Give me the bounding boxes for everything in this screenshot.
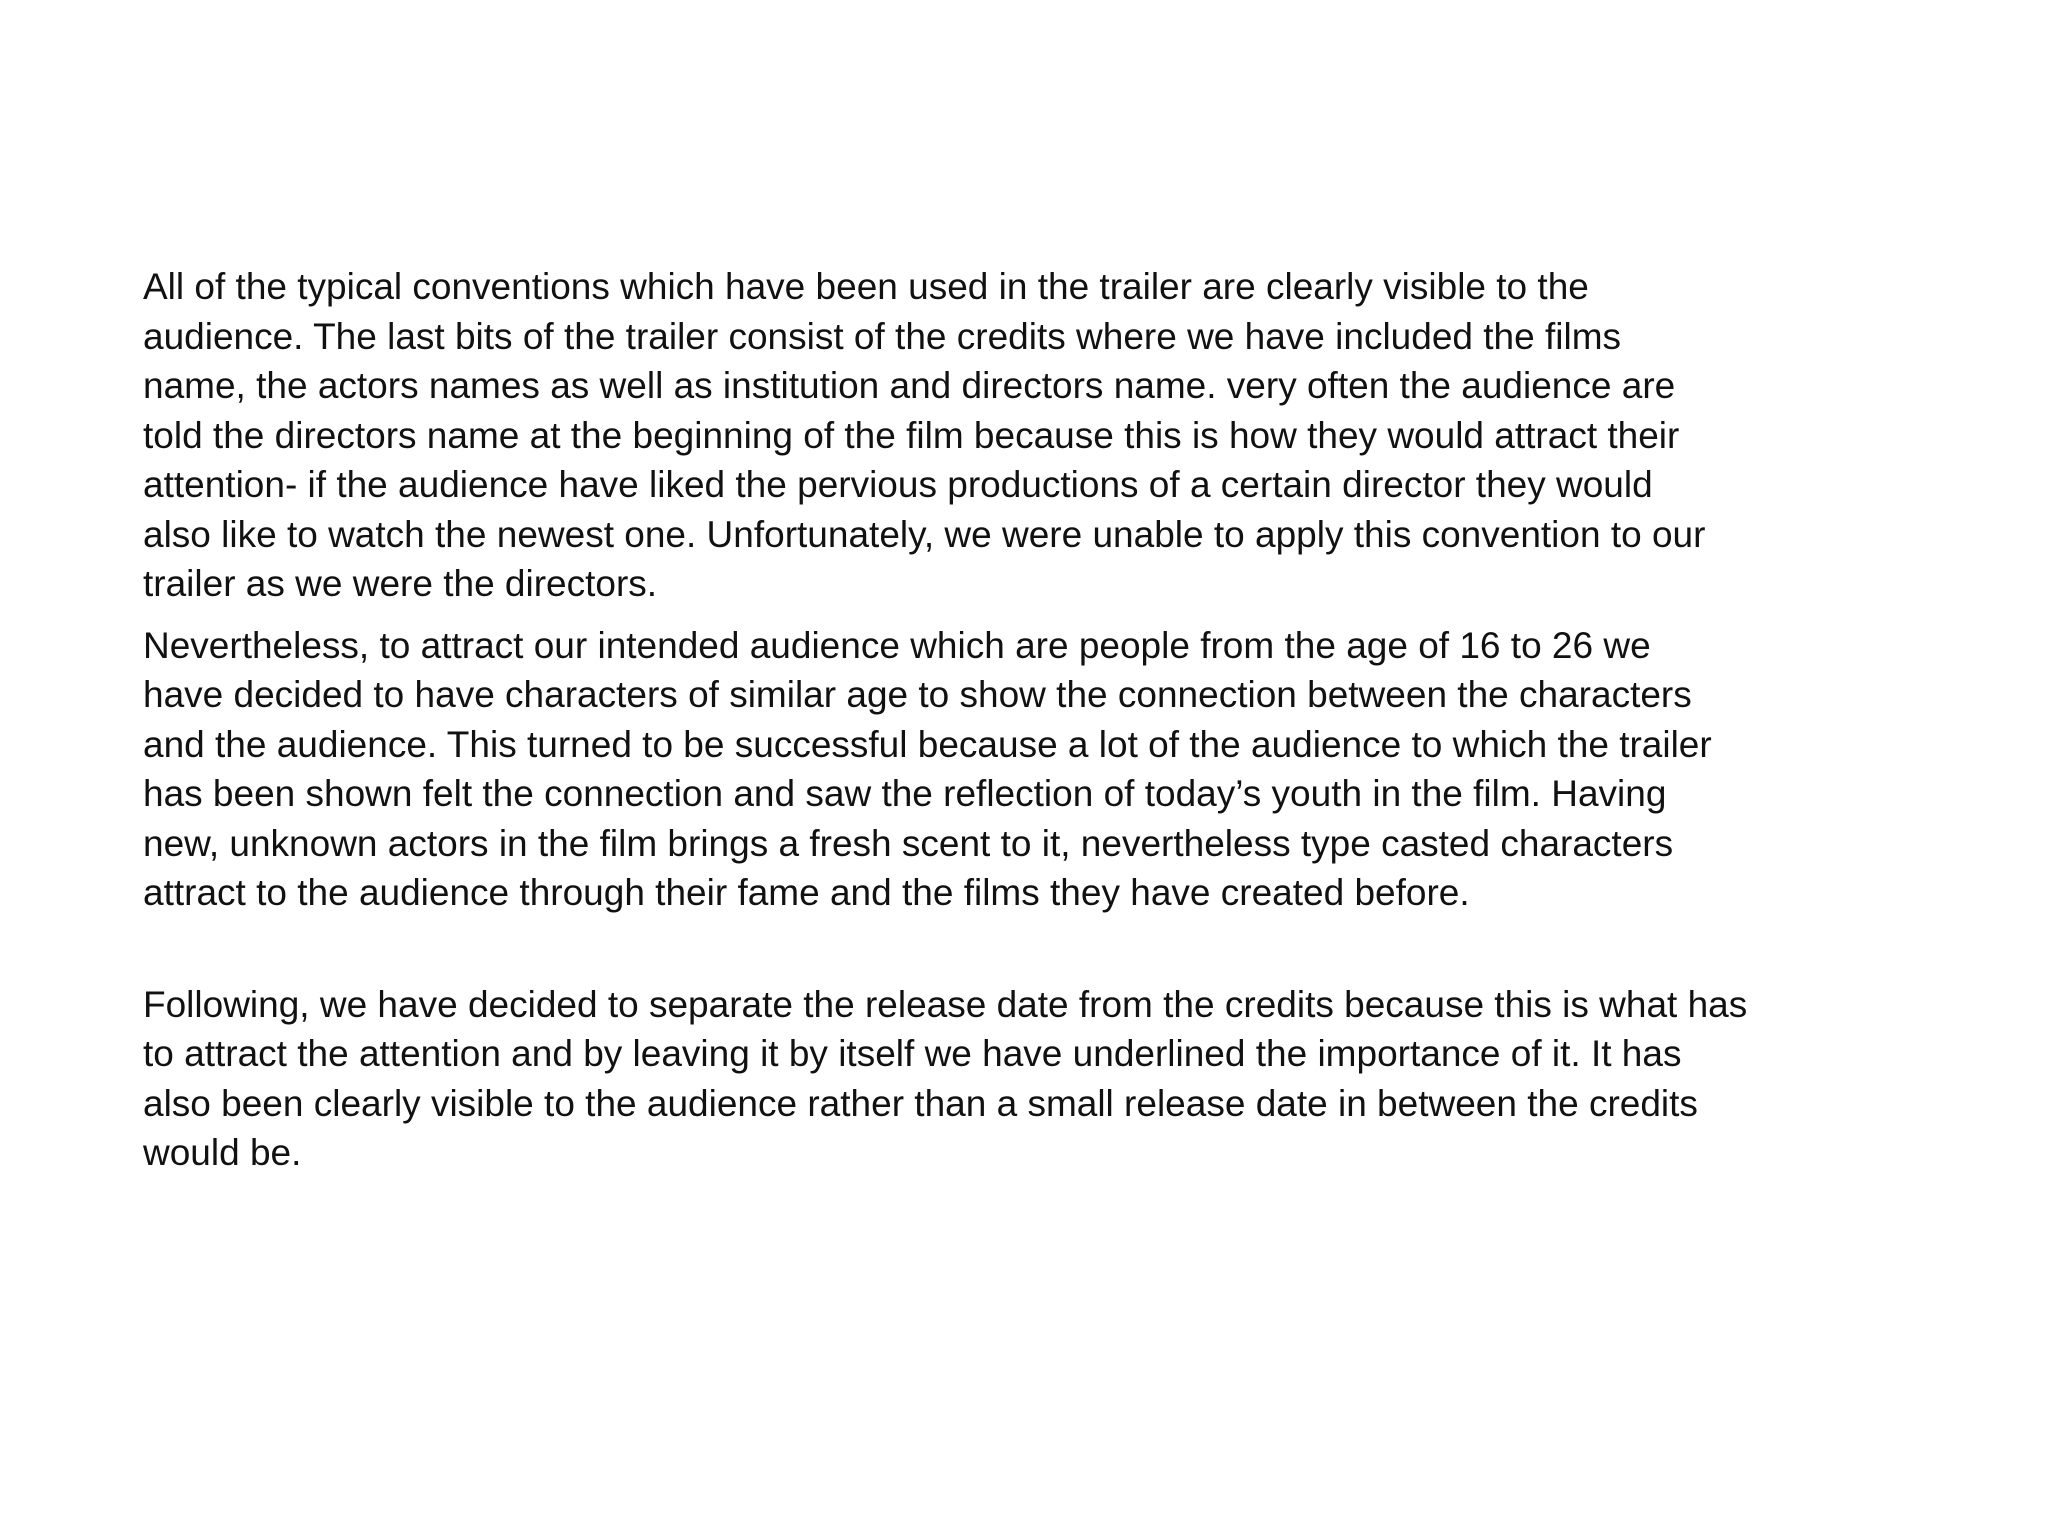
paragraph-audience xyxy=(143,621,1983,918)
paragraph-line: would be. xyxy=(143,1132,302,1173)
paragraph-line: also like to watch the newest one. Unfortunately, we were unable to apply this convention to our xyxy=(143,513,1706,555)
paragraph-release-date xyxy=(143,980,1983,1178)
slide-body-text xyxy=(143,262,1983,1178)
paragraph-line: to attract the attention and by leaving it by itself we have underlined the importance of it. It has xyxy=(143,1033,1682,1074)
paragraph-line: also been clearly visible to the audience rather than a small release date in between the credits xyxy=(143,1082,1698,1124)
paragraph-line: new, unknown actors in the film brings a fresh scent to it, nevertheless type casted characters xyxy=(143,822,1674,864)
paragraph-line: trailer as we were the directors. xyxy=(143,563,658,604)
paragraph-line: All of the typical conventions which have been used in the trailer are clearly visible to the xyxy=(143,266,1589,307)
paragraph-line: has been shown felt the connection and saw the reflection of today’s youth in the film. Having xyxy=(143,773,1667,814)
paragraph-line: Nevertheless, to attract our intended audience which are people from the age of 16 to 26 we xyxy=(143,624,1651,666)
paragraph-line: Following, we have decided to separate the release date from the credits because this is what has xyxy=(143,983,1748,1025)
paragraph-line: name, the actors names as well as institution and directors name. very often the audience are xyxy=(143,365,1676,406)
paragraph-line: audience. The last bits of the trailer consist of the credits where we have included the films xyxy=(143,315,1622,357)
paragraph-line: attract to the audience through their fame and the films they have created before. xyxy=(143,872,1470,913)
paragraph-line: and the audience. This turned to be successful because a lot of the audience to which the trailer xyxy=(143,723,1712,765)
paragraph-line: attention- if the audience have liked the pervious productions of a certain director they would xyxy=(143,464,1653,505)
paragraph-line: have decided to have characters of similar age to show the connection between the characters xyxy=(143,674,1692,715)
paragraph-conventions xyxy=(143,262,1983,609)
paragraph-line: told the directors name at the beginning of the film because this is how they would attract their xyxy=(143,414,1680,456)
